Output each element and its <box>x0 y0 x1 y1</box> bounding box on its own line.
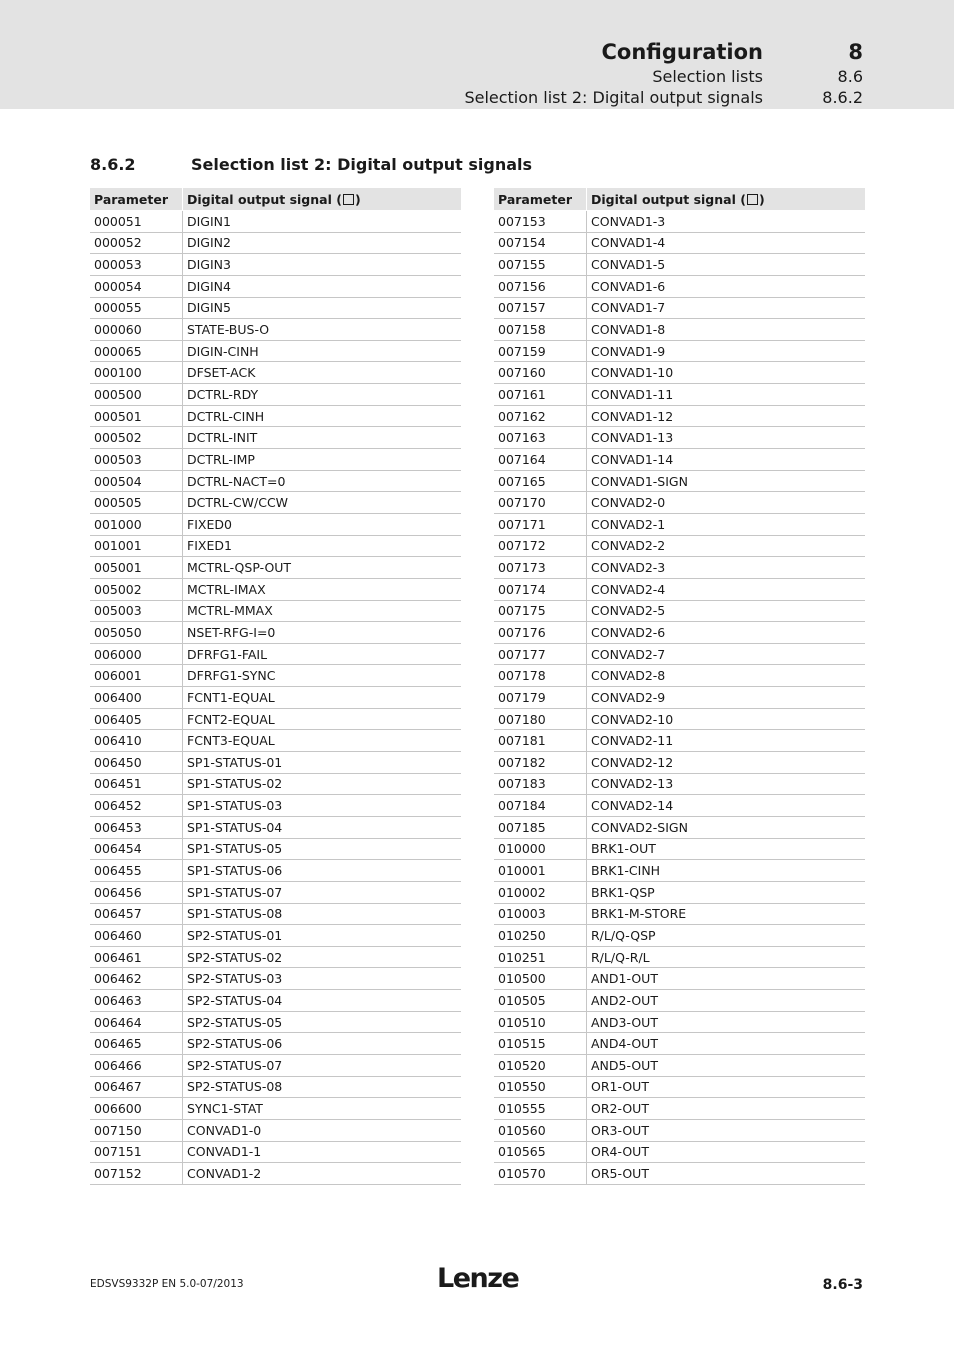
parameter-cell: 007176 <box>494 622 587 644</box>
signal-cell: CONVAD2-1 <box>587 513 866 535</box>
table-row <box>90 752 461 774</box>
parameter-cell: 007159 <box>494 340 587 362</box>
parameter-cell: 006452 <box>90 795 183 817</box>
parameter-cell: 006410 <box>90 730 183 752</box>
signal-cell: DIGIN3 <box>183 254 462 276</box>
signal-cell: CONVAD2-8 <box>587 665 866 687</box>
signal-cell: BRK1-QSP <box>587 881 866 903</box>
signal-cell: CONVAD1-7 <box>587 297 866 319</box>
table-row <box>494 1054 865 1076</box>
table-row <box>90 297 461 319</box>
parameter-cell: 007184 <box>494 795 587 817</box>
parameter-cell: 007178 <box>494 665 587 687</box>
table-row <box>90 232 461 254</box>
signal-cell: SP1-STATUS-01 <box>183 752 462 774</box>
table-row <box>494 492 865 514</box>
signal-cell: CONVAD2-SIGN <box>587 816 866 838</box>
table-row <box>494 816 865 838</box>
parameter-cell: 000504 <box>90 470 183 492</box>
subsection-heading-number: 8.6.2 <box>822 88 863 107</box>
parameter-cell: 000053 <box>90 254 183 276</box>
parameter-cell: 000051 <box>90 211 183 233</box>
parameter-cell: 006457 <box>90 903 183 925</box>
parameter-cell: 006462 <box>90 968 183 990</box>
signal-cell: R/L/Q-R/L <box>587 946 866 968</box>
table-row <box>90 946 461 968</box>
parameter-cell: 010003 <box>494 903 587 925</box>
table-row <box>90 860 461 882</box>
table-row <box>90 319 461 341</box>
table-row <box>494 449 865 471</box>
table-row <box>494 665 865 687</box>
table-row <box>90 362 461 384</box>
col-parameter: Parameter <box>494 188 587 211</box>
parameter-cell: 010520 <box>494 1054 587 1076</box>
table-row <box>90 622 461 644</box>
parameter-cell: 007163 <box>494 427 587 449</box>
signal-cell: CONVAD2-3 <box>587 557 866 579</box>
parameter-cell: 006463 <box>90 990 183 1012</box>
signal-cell: BRK1-CINH <box>587 860 866 882</box>
signal-cell: SP2-STATUS-01 <box>183 925 462 947</box>
table-row <box>90 275 461 297</box>
parameter-cell: 007172 <box>494 535 587 557</box>
table-row <box>494 340 865 362</box>
signal-cell: DCTRL-CW/CCW <box>183 492 462 514</box>
signal-cell: DFRFG1-SYNC <box>183 665 462 687</box>
parameter-cell: 001000 <box>90 513 183 535</box>
table-row <box>494 232 865 254</box>
parameter-cell: 006455 <box>90 860 183 882</box>
signal-cell: CONVAD1-10 <box>587 362 866 384</box>
table-row <box>90 881 461 903</box>
signal-cell: SP1-STATUS-06 <box>183 860 462 882</box>
signal-cell: CONVAD1-SIGN <box>587 470 866 492</box>
signal-cell: CONVAD1-9 <box>587 340 866 362</box>
parameter-cell: 006456 <box>90 881 183 903</box>
signal-table-right <box>494 188 865 1185</box>
table-row <box>494 600 865 622</box>
signal-cell: CONVAD2-6 <box>587 622 866 644</box>
signal-cell: CONVAD1-2 <box>183 1163 462 1185</box>
table-row <box>494 1011 865 1033</box>
signal-cell: SP1-STATUS-08 <box>183 903 462 925</box>
signal-cell: MCTRL-IMAX <box>183 578 462 600</box>
parameter-cell: 007180 <box>494 708 587 730</box>
signal-cell: OR5-OUT <box>587 1163 866 1185</box>
table-row <box>494 1163 865 1185</box>
signal-cell: CONVAD2-12 <box>587 752 866 774</box>
signal-cell: CONVAD1-4 <box>587 232 866 254</box>
parameter-cell: 010001 <box>494 860 587 882</box>
table-row <box>494 968 865 990</box>
parameter-cell: 000052 <box>90 232 183 254</box>
table-row <box>90 990 461 1012</box>
parameter-cell: 007155 <box>494 254 587 276</box>
chapter-title: Configuration <box>601 40 763 64</box>
parameter-cell: 007182 <box>494 752 587 774</box>
page-number: 8.6-3 <box>822 1277 863 1293</box>
signal-cell: OR2-OUT <box>587 1098 866 1120</box>
table-row <box>494 643 865 665</box>
signal-cell: SP1-STATUS-04 <box>183 816 462 838</box>
parameter-cell: 007156 <box>494 275 587 297</box>
table-row <box>494 297 865 319</box>
parameter-cell: 005003 <box>90 600 183 622</box>
table-row <box>90 535 461 557</box>
lenze-logo: Lenze <box>437 1263 519 1294</box>
parameter-cell: 007173 <box>494 557 587 579</box>
signal-cell: SP1-STATUS-02 <box>183 773 462 795</box>
table-header-row <box>494 188 865 211</box>
subsection-heading <box>464 88 863 110</box>
parameter-cell: 007157 <box>494 297 587 319</box>
table-row <box>90 687 461 709</box>
table-row <box>494 1033 865 1055</box>
parameter-cell: 006467 <box>90 1076 183 1098</box>
table-row <box>494 860 865 882</box>
parameter-cell: 007150 <box>90 1119 183 1141</box>
table-header-row <box>90 188 461 211</box>
parameter-cell: 007158 <box>494 319 587 341</box>
table-row <box>90 1076 461 1098</box>
table-row <box>494 687 865 709</box>
parameter-cell: 001001 <box>90 535 183 557</box>
parameter-cell: 005001 <box>90 557 183 579</box>
section-number: 8.6.2 <box>90 155 136 174</box>
parameter-cell: 010002 <box>494 881 587 903</box>
parameter-cell: 007175 <box>494 600 587 622</box>
subsection-heading-title: Selection list 2: Digital output signals <box>464 88 763 107</box>
signal-cell: SP1-STATUS-03 <box>183 795 462 817</box>
table-row <box>494 708 865 730</box>
parameter-cell: 007181 <box>494 730 587 752</box>
doc-id: EDSVS9332P EN 5.0-07/2013 <box>90 1278 244 1290</box>
parameter-cell: 007153 <box>494 211 587 233</box>
table-row <box>494 903 865 925</box>
table-row <box>494 254 865 276</box>
table-row <box>90 578 461 600</box>
signal-cell: CONVAD2-10 <box>587 708 866 730</box>
signal-cell: CONVAD2-14 <box>587 795 866 817</box>
signal-cell: CONVAD1-8 <box>587 319 866 341</box>
signal-cell: OR1-OUT <box>587 1076 866 1098</box>
signal-cell: CONVAD2-0 <box>587 492 866 514</box>
parameter-cell: 006400 <box>90 687 183 709</box>
table-row <box>494 838 865 860</box>
signal-cell: AND4-OUT <box>587 1033 866 1055</box>
signal-cell: SP2-STATUS-04 <box>183 990 462 1012</box>
section-title <box>90 155 532 174</box>
signal-cell: DCTRL-IMP <box>183 449 462 471</box>
signal-cell: DIGIN5 <box>183 297 462 319</box>
parameter-cell: 006464 <box>90 1011 183 1033</box>
signal-cell: FCNT2-EQUAL <box>183 708 462 730</box>
section-heading-number: 8.6 <box>837 67 863 86</box>
parameter-cell: 007151 <box>90 1141 183 1163</box>
table-row <box>494 557 865 579</box>
table-row <box>494 319 865 341</box>
signal-cell: AND2-OUT <box>587 990 866 1012</box>
table-row <box>90 1098 461 1120</box>
table-row <box>90 643 461 665</box>
parameter-cell: 006451 <box>90 773 183 795</box>
signal-cell: SP2-STATUS-05 <box>183 1011 462 1033</box>
table-row <box>494 730 865 752</box>
signal-cell: CONVAD1-6 <box>587 275 866 297</box>
parameter-cell: 010565 <box>494 1141 587 1163</box>
parameter-cell: 000503 <box>90 449 183 471</box>
parameter-cell: 000054 <box>90 275 183 297</box>
parameter-cell: 010505 <box>494 990 587 1012</box>
table-row <box>90 968 461 990</box>
table-row <box>494 211 865 233</box>
parameter-cell: 007170 <box>494 492 587 514</box>
table-row <box>494 578 865 600</box>
table-row <box>90 470 461 492</box>
parameter-cell: 010251 <box>494 946 587 968</box>
table-row <box>494 622 865 644</box>
signal-cell: SP2-STATUS-02 <box>183 946 462 968</box>
table-row <box>90 384 461 406</box>
table-row <box>90 557 461 579</box>
signal-cell: CONVAD1-3 <box>587 211 866 233</box>
parameter-cell: 007161 <box>494 384 587 406</box>
parameter-cell: 000055 <box>90 297 183 319</box>
signal-cell: SP1-STATUS-07 <box>183 881 462 903</box>
table-row <box>90 838 461 860</box>
signal-cell: SP2-STATUS-07 <box>183 1054 462 1076</box>
section-heading-title: Selection lists <box>652 67 763 86</box>
table-row <box>90 405 461 427</box>
table-row <box>90 708 461 730</box>
table-row <box>494 1141 865 1163</box>
signal-cell: SP2-STATUS-06 <box>183 1033 462 1055</box>
square-icon <box>747 194 758 205</box>
signal-cell: FCNT1-EQUAL <box>183 687 462 709</box>
signal-cell: CONVAD1-0 <box>183 1119 462 1141</box>
table-row <box>90 492 461 514</box>
section-heading <box>652 67 863 89</box>
signal-cell: CONVAD1-13 <box>587 427 866 449</box>
table-row <box>494 405 865 427</box>
section-name: Selection list 2: Digital output signals <box>191 155 533 174</box>
signal-cell: DIGIN1 <box>183 211 462 233</box>
parameter-cell: 000065 <box>90 340 183 362</box>
table-row <box>90 427 461 449</box>
parameter-cell: 010250 <box>494 925 587 947</box>
signal-cell: OR3-OUT <box>587 1119 866 1141</box>
square-icon <box>343 194 354 205</box>
parameter-cell: 010570 <box>494 1163 587 1185</box>
table-row <box>90 795 461 817</box>
signal-cell: CONVAD1-12 <box>587 405 866 427</box>
table-row <box>494 990 865 1012</box>
parameter-cell: 007162 <box>494 405 587 427</box>
table-row <box>90 1011 461 1033</box>
parameter-cell: 006454 <box>90 838 183 860</box>
signal-cell: DCTRL-NACT=0 <box>183 470 462 492</box>
table-row <box>494 925 865 947</box>
table-row <box>90 816 461 838</box>
parameter-cell: 006466 <box>90 1054 183 1076</box>
signal-cell: CONVAD1-14 <box>587 449 866 471</box>
signal-cell: SP1-STATUS-05 <box>183 838 462 860</box>
parameter-cell: 007165 <box>494 470 587 492</box>
parameter-cell: 007160 <box>494 362 587 384</box>
table-row <box>90 513 461 535</box>
signal-cell: BRK1-M-STORE <box>587 903 866 925</box>
signal-table-left <box>90 188 461 1185</box>
table-row <box>494 1119 865 1141</box>
table-row <box>494 275 865 297</box>
parameter-cell: 007183 <box>494 773 587 795</box>
parameter-cell: 010510 <box>494 1011 587 1033</box>
parameter-cell: 010550 <box>494 1076 587 1098</box>
table-row <box>494 427 865 449</box>
signal-cell: CONVAD2-4 <box>587 578 866 600</box>
parameter-cell: 007179 <box>494 687 587 709</box>
table-row <box>90 1119 461 1141</box>
signal-cell: CONVAD2-13 <box>587 773 866 795</box>
signal-cell: MCTRL-QSP-OUT <box>183 557 462 579</box>
parameter-cell: 000100 <box>90 362 183 384</box>
parameter-cell: 007185 <box>494 816 587 838</box>
signal-cell: CONVAD2-7 <box>587 643 866 665</box>
signal-cell: BRK1-OUT <box>587 838 866 860</box>
signal-cell: SYNC1-STAT <box>183 1098 462 1120</box>
parameter-cell: 000501 <box>90 405 183 427</box>
table-row <box>90 925 461 947</box>
parameter-cell: 007171 <box>494 513 587 535</box>
table-row <box>90 254 461 276</box>
table-row <box>90 1163 461 1185</box>
col-parameter: Parameter <box>90 188 183 211</box>
signal-cell: CONVAD1-1 <box>183 1141 462 1163</box>
table-row <box>494 1098 865 1120</box>
table-row <box>494 752 865 774</box>
signal-cell: R/L/Q-QSP <box>587 925 866 947</box>
signal-cell: STATE-BUS-O <box>183 319 462 341</box>
parameter-cell: 010555 <box>494 1098 587 1120</box>
signal-cell: DIGIN2 <box>183 232 462 254</box>
signal-cell: CONVAD2-11 <box>587 730 866 752</box>
parameter-cell: 005002 <box>90 578 183 600</box>
signal-cell: FIXED1 <box>183 535 462 557</box>
signal-cell: FCNT3-EQUAL <box>183 730 462 752</box>
parameter-cell: 006405 <box>90 708 183 730</box>
chapter-heading <box>602 40 863 62</box>
table-row <box>90 903 461 925</box>
signal-cell: AND5-OUT <box>587 1054 866 1076</box>
parameter-cell: 006461 <box>90 946 183 968</box>
parameter-cell: 010000 <box>494 838 587 860</box>
parameter-cell: 000505 <box>90 492 183 514</box>
table-row <box>494 773 865 795</box>
parameter-cell: 000060 <box>90 319 183 341</box>
table-row <box>494 470 865 492</box>
signal-cell: DCTRL-CINH <box>183 405 462 427</box>
table-row <box>494 1076 865 1098</box>
table-row <box>90 340 461 362</box>
table-row <box>90 1033 461 1055</box>
signal-cell: CONVAD1-5 <box>587 254 866 276</box>
parameter-cell: 007177 <box>494 643 587 665</box>
signal-cell: DFRFG1-FAIL <box>183 643 462 665</box>
signal-cell: OR4-OUT <box>587 1141 866 1163</box>
parameter-cell: 007164 <box>494 449 587 471</box>
table-row <box>494 881 865 903</box>
table-row <box>494 384 865 406</box>
parameter-cell: 007152 <box>90 1163 183 1185</box>
signal-cell: DIGIN4 <box>183 275 462 297</box>
signal-cell: CONVAD2-9 <box>587 687 866 709</box>
parameter-cell: 000502 <box>90 427 183 449</box>
table-row <box>494 513 865 535</box>
signal-cell: DIGIN-CINH <box>183 340 462 362</box>
signal-cell: FIXED0 <box>183 513 462 535</box>
table-row <box>494 362 865 384</box>
signal-cell: CONVAD1-11 <box>587 384 866 406</box>
chapter-number: 8 <box>848 40 863 64</box>
table-row <box>494 535 865 557</box>
signal-cell: CONVAD2-5 <box>587 600 866 622</box>
signal-cell: DFSET-ACK <box>183 362 462 384</box>
table-row <box>90 1054 461 1076</box>
table-row <box>90 773 461 795</box>
parameter-cell: 006465 <box>90 1033 183 1055</box>
parameter-cell: 000500 <box>90 384 183 406</box>
signal-cell: NSET-RFG-I=0 <box>183 622 462 644</box>
signal-cell: CONVAD2-2 <box>587 535 866 557</box>
signal-cell: AND1-OUT <box>587 968 866 990</box>
parameter-cell: 007154 <box>494 232 587 254</box>
table-row <box>90 730 461 752</box>
parameter-cell: 007174 <box>494 578 587 600</box>
col-signal: Digital output signal ( ) <box>587 188 866 211</box>
table-row <box>90 600 461 622</box>
signal-cell: MCTRL-MMAX <box>183 600 462 622</box>
parameter-cell: 006600 <box>90 1098 183 1120</box>
parameter-cell: 006000 <box>90 643 183 665</box>
parameter-cell: 005050 <box>90 622 183 644</box>
signal-cell: SP2-STATUS-08 <box>183 1076 462 1098</box>
table-row <box>90 449 461 471</box>
parameter-cell: 006001 <box>90 665 183 687</box>
parameter-cell: 010560 <box>494 1119 587 1141</box>
parameter-cell: 010515 <box>494 1033 587 1055</box>
parameter-cell: 006460 <box>90 925 183 947</box>
table-row <box>494 795 865 817</box>
signal-cell: AND3-OUT <box>587 1011 866 1033</box>
parameter-cell: 006450 <box>90 752 183 774</box>
col-signal: Digital output signal ( ) <box>183 188 462 211</box>
table-row <box>90 211 461 233</box>
table-row <box>90 1141 461 1163</box>
signal-cell: DCTRL-INIT <box>183 427 462 449</box>
parameter-cell: 006453 <box>90 816 183 838</box>
parameter-cell: 010500 <box>494 968 587 990</box>
signal-cell: DCTRL-RDY <box>183 384 462 406</box>
signal-cell: SP2-STATUS-03 <box>183 968 462 990</box>
table-row <box>494 946 865 968</box>
table-row <box>90 665 461 687</box>
